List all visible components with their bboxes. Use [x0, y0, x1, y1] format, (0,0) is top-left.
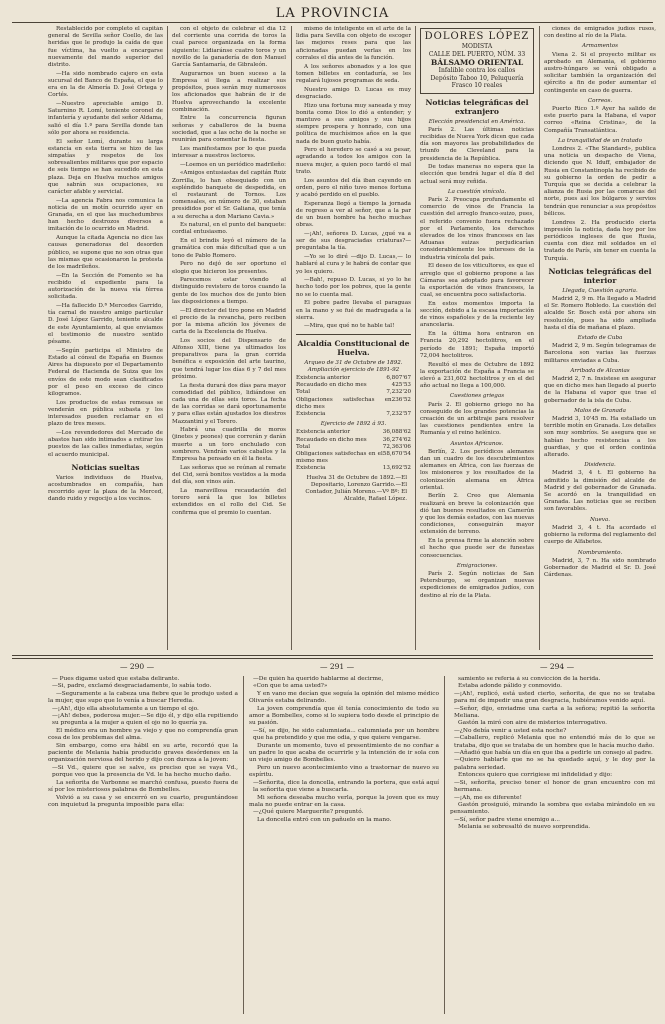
news-paragraph: De todas maneras no espera que la elección que tendrá lugar el día 8 del actual será muy reñida.	[420, 164, 534, 185]
news-paragraph: —El director del tiro pone en Madrid el precio de la revancha, pero reciben por la misma afición los jóvenes de carta de la Excelencia de Huelva.	[172, 307, 286, 336]
news-paragraph: Hizo una fortuna muy saneada y muy bonita como Dios lo dió a entender; y mantuvo a sus amigos y sus hijos siempre prospera y honrado, con una política de muchísimos años en la que nada de buen gusto había.	[296, 102, 411, 145]
feuilleton-column-1	[48, 676, 238, 1014]
news-paragraph: ciones de emigrados judíos rusos, con destino al río de la Plata.	[544, 26, 656, 40]
news-paragraph: —Yo se lo diré —dijo D. Lucas,— lo hablaré al cura y le habrá de contar que yo les quiero.	[296, 254, 411, 275]
feuilleton-line: La doncella entró con un pañuelo en la mano.	[257, 816, 392, 823]
feuilleton-line: —Si Vd., quiere que se salve, es preciso que se vaya Vd., porque veo que la presencia de Vd. le ha hecho mucho daño.	[52, 764, 238, 779]
section-subheading: La cuestión vinícola.	[447, 188, 507, 195]
ledger-label: Obligaciones satisfechas en el mismo mes	[296, 451, 383, 465]
news-paragraph: Es natural, en el punto del banquete: cordial entusiasmo.	[172, 222, 286, 236]
feuilleton-line: —Quiero hablarle que no se ha quedado aquí, y le doy por la palabra seriedad.	[454, 757, 655, 771]
news-paragraph: La maravillosa recaudación del torero será la que los billetes extendidos en el rollo del Cid. Se confirma que el premio lo cuentan.	[172, 487, 286, 516]
ad-line: Depósito Taboo 10, Peluquería	[430, 74, 524, 82]
feuilleton-line: Mi señora deseaba mucho verla, porque la joven que es muy mala no puede entrar en la casa.	[249, 794, 439, 808]
feuilleton-line: —Caballero, replicó Melania que no entendió más de lo que se trataba, dijo que se trataba de un hombre que le hacía mucho daño.	[454, 735, 655, 749]
section-subheading: Ejercicio de 1892 á 93.	[320, 421, 387, 428]
feuilleton-line: La señorita de Varbonne se marchó confusa, puesto fuera de sí por los misteriosos palabras de Bombelles.	[48, 779, 238, 794]
ledger-row	[296, 451, 411, 465]
news-paragraph: En la última hora entraron en Francia 20,292 hectolitros, en el período de 1891; España importó 72,004 hectolitros.	[420, 331, 534, 359]
news-paragraph: París 2. Preocupa profundamente el comercio de vinos de Francia la cuestión del arreglo franco-suizo, pues, el referido convenio fuera rechazado por el Parlamento, los derechos elevados de los vinos franceses en las Aduanas suizas perjudicarían considerablemente los intereses de la industria vinícola del país.	[420, 197, 534, 261]
news-paragraph: Varios individuos de Huelva, acostumbrados en compañía, han recorrido ayer la plaza de la Merced, dando ruido y regocijo a los vecinos.	[48, 474, 163, 503]
section-subheading: Estado de Cuba	[577, 335, 623, 342]
ledger-value: 236'52	[391, 396, 411, 403]
feuilleton-line: Sin embargo, como era hábil en su arte, recordó que la paciente de Melania había producido graves desórdenes en la organización nerviosa del herido y dijo con dureza a la joven:	[48, 742, 238, 764]
section-subheading: Arribada de Alcanias	[570, 367, 630, 374]
news-paragraph: Pero no dejó de ser oportuno el elogio que hicieron los presentes.	[172, 261, 286, 275]
section-subheading: Armamentos	[581, 43, 619, 50]
column-divider	[243, 676, 244, 1014]
news-paragraph: El deseo de los viticultores, es que el arreglo que el gobierno propone a las Cámaras sea adoptado para favorecer la exportación de vinos franceses, la cual, se encuentra poco satisfactoria.	[420, 263, 534, 299]
news-paragraph: Madrid 3, 4 t. El gobierno ha admitido la dimisión del alcalde de Madrid y del gobernador de Granada. Se acordó en la tranquilidad en Granada. Las noticias que se reciben son favorables.	[544, 470, 656, 513]
section-subheading: Cuestiones griegas	[449, 393, 505, 400]
news-paragraph: Esperanza llegó a tiempo la jornada de regreso a ver al señor, que a la par de un buen hombre ha hecho muchas obras.	[296, 200, 411, 229]
ad-line: Infalible contra los callos	[438, 67, 516, 74]
ledger-signature: Huelva 31 de Octubre de 1892.—El Depositario, Lorenzo Garrido.—El Contador, Julián Moreno.—Vº Bº: El Alcalde, Rafael López.	[305, 474, 407, 503]
ledger-value: 36,274'62	[382, 436, 411, 443]
masthead-rule	[12, 22, 653, 23]
news-paragraph: París 2. Según noticias de San Petersburgo, se organizan nuevas expediciones de emigrados judíos, con destino al río de la Plata.	[420, 570, 534, 599]
advertisement	[420, 28, 534, 94]
feuilleton-line: samiento se refería á su convicción de la herida.	[458, 676, 601, 682]
ledger-label: Recaudado en dicho mes	[296, 382, 367, 389]
ledger-label: Total	[296, 443, 311, 450]
ledger-row	[296, 465, 411, 472]
news-paragraph: París 2. El gobierno griego no ha conseguido de los grandes potencias la creación de un arbitraje para resolver las cuestiones pendientes entre la Rumanía y el reino helénico.	[420, 401, 534, 437]
ledger-label: Existencia	[296, 465, 326, 472]
ad-product: BÁLSAMO ORIENTAL	[430, 58, 524, 67]
feuilleton-line: —Si, señorita, preciso tener el honor de gran encuentro con mi hermana.	[454, 779, 655, 794]
ledger-value: 58,670'54	[382, 451, 411, 458]
feuilleton-line: —¡Ah! debes, poderosa mujer.—Se dijo él, y dijo ella repitiendo su pregunta a la mujer a quien el ojo no lo quería ya.	[52, 713, 238, 727]
ledger-label: Existencia anterior	[296, 429, 351, 436]
ledger-row	[296, 389, 411, 396]
news-paragraph: Berlín, 2. Los periódicos alemanes dan un cuadro de los descubrimientos alemanes en África, con las fuerzas de los misioneros y los resultados de la colonización alemana en África oriental.	[420, 448, 534, 491]
news-paragraph: Nuestro amigo D. Lucas es muy desgraciado.	[296, 86, 411, 100]
ledger-label: Existencia	[296, 411, 326, 418]
ledger-value: 13,692'52	[382, 465, 411, 472]
feuilleton-line: —¡Ah!, replicó, está usted cierto, señorita, de que no se trataba para mí de impedir una gran desgracia, hubiéramos venido aquí.	[454, 690, 655, 705]
feuilleton-column-2	[249, 676, 439, 1014]
feuilleton-column-3	[450, 676, 655, 1014]
news-paragraph: —Ha fallecido D.ª Mercedes Garrido, tía carnal de nuestro amigo particular D. José López Garrido, teniente alcalde de este Ayuntamiento, al que enviamos el testimonio de nuestro sentido pésame.	[48, 303, 163, 346]
section-rule	[296, 334, 411, 335]
news-paragraph: En estos momentos importa la sección, debido a la escasa importación de vinos españoles y de la reciente ley arancelaria.	[420, 300, 534, 329]
feuilleton-line: Gastón prosiguió, mirando la sombra que estaba mirándolo en su pensamiento.	[450, 801, 655, 816]
section-subheading: Disidencia.	[584, 462, 616, 469]
ledger-row	[296, 382, 411, 389]
news-paragraph: Viena 2. Si el proyecto militar es aprobado en Alemania, el gobierno austro-húngaro se verá obligado a solicitar también la organización del ejército a fin de poder aumentar el contingente en caso de guerra.	[544, 51, 656, 94]
news-paragraph: Madrid 2, 7 n. Insistese en asegurar que en dicho mes han llegado al puerto de la Habana el vapor que trae el gobernador de la isla de Cuba.	[544, 376, 656, 404]
section-subheading: Elección presidencial en América.	[428, 118, 526, 125]
ledger-value: 7,232'57	[386, 411, 411, 418]
column-divider	[291, 26, 292, 650]
news-paragraph: —Según participa el Ministro de Estado al cónsul de España en Buenos Aires ha dispuesto por el Departamento Federal de Hacienda de Suiza que los envíos de este modo sean clasificados por el peso en exceso de cinco kilogramos.	[48, 347, 163, 397]
feuilleton-line: El médico era un hombre ya viejo y que no comprendía gran cosa de los problemas del alma.	[48, 727, 238, 742]
news-paragraph: Augurarnos un buen suceso a la Empresa si llega a realizar sus propósitos, pues serán muy numerosos los aficionados que habrán de ir de Huelva aprovechando la excelente combinación.	[172, 70, 286, 113]
section-subheading: Emigraciones.	[456, 562, 498, 569]
section-subheading: La tranquilidad de un tratado	[558, 137, 642, 144]
section-subheading: Malos de Granada	[574, 407, 626, 414]
ledger-row	[296, 375, 411, 382]
news-paragraph: Parecemos estar viendo al distinguido revistero de toros cuando la gente de los muchos dos de junto bien las disposiciones a tiempo.	[172, 277, 286, 305]
feuilleton-line: —De quién ha querido hablarme al decirme,	[253, 676, 384, 682]
folio-right: — 294 —	[540, 662, 575, 671]
news-paragraph: Aunque la citada Agencia no dice las causas generadoras del desorden público, se supone que no son otras que las mismas que ocasionaron la protesta de los madrileños.	[48, 235, 163, 270]
feuilleton-line: —¡Ah, me es diferente!	[454, 794, 522, 801]
news-paragraph: Londres 2. Ha producido cierta impresión la noticia, dada hoy por los periódicos ingleses de que Rusia, cuenta con diez mil soldados en el tratado de París, sin tener en cuenta la Turquía.	[544, 219, 656, 262]
feuilleton-line: —¿Qué quiere Marguerite? preguntó.	[253, 809, 364, 816]
feuilleton-line: —Señor, dijo, enviadme una carta a la señora; repitió la señorita Meliana.	[454, 705, 655, 720]
feuilleton-line: —Si, padre, exclamó desgraciadamente, lo sabía todo.	[52, 683, 212, 690]
folio-center: — 291 —	[320, 662, 355, 671]
ledger-label: Obligaciones satisfechas en dicho mes	[296, 396, 392, 410]
news-paragraph: En la prensa firme la atención sobre el hecho que puede ser de funestas consecuencias.	[420, 538, 534, 559]
feuilleton-line: Melania se sobresaltó de nuevo sorprendida.	[458, 824, 591, 831]
section-subheading: Llegada, Cuestión agraria.	[562, 287, 638, 294]
ad-trade: MODISTA	[461, 43, 493, 50]
news-paragraph: Resultó el mes de Octubre de 1892 la exportación de España a Francia se elevó a 231,602 hectolitros y en el del año actual no llega a 100,000.	[420, 361, 534, 390]
ledger-value: 36,088'62	[382, 429, 411, 436]
column-divider	[415, 26, 416, 650]
ad-line: Frasco 10 reales	[451, 82, 503, 89]
ad-address: CALLE DEL PUERTO, NÚM. 33	[428, 50, 526, 58]
feuilleton-line: —Sí, señor padre viene enemigo a...	[454, 816, 561, 823]
ledger-label: Existencia anterior	[296, 375, 351, 382]
feuilleton-line: «Con que te ama usted?»	[253, 683, 328, 690]
news-paragraph: —Los revendedores del Mercado de abastos han sido intimados a retirar los puestos de las calles inmediatas, según el acuerdo municipal.	[48, 429, 163, 458]
column-5	[544, 26, 656, 650]
news-paragraph: La fiesta durará dos días para mayor comodidad del público, lidiándose en cada una de ellas seis toros. La fecha de las corridas se dará oportunamente y para ellas están ajustados los diestros Mazzantini y el Torero.	[172, 382, 286, 425]
news-paragraph: Las señoras que se reúnan al remate del Cid, será bonitos vestidos a la moda del día, son vinos aún.	[172, 464, 286, 486]
feuilleton-line: Gastón la miró con aire de misterios interrogativo.	[458, 720, 607, 727]
ledger-value: 6,807'67	[386, 375, 411, 382]
feuilleton-line: La joven comprendía que él tenía conocimiento de todo su amor a Bombelles, como si lo supiera todo desde el principio de su pasión.	[249, 705, 439, 727]
news-paragraph: Madrid 3, 10'45 m. Ha estallado un terrible motín en Granada. Los detalles son muy sombríos. Se asegura que se habían hecho resistencias a los guardias, y que el orden continúa alterado.	[544, 416, 656, 459]
column-divider	[167, 26, 168, 650]
feuilleton-line: —Señorita, dice la doncella, entrando la portera, que está aquí la señorita que viene a buscarla.	[253, 779, 439, 794]
column-1	[48, 26, 163, 650]
news-paragraph: Los asuntos del día iban cayendo en orden, pero el niño tuvo menos fortuna y acabó perdido en el pueblo.	[296, 177, 411, 198]
ledger-row	[296, 397, 411, 411]
feuilleton-line: Y en vano me decían que seguía la opinión del mismo médico Olivarés estaba delirando.	[249, 690, 439, 705]
news-paragraph: mismo de inteligente en el arte de la lidia para Sevilla con objeto de escoger las mejores reses para que las aficionadas puedan verlas en los corrales el día antes de la función.	[296, 26, 411, 61]
news-paragraph: —¡Ah!, señores D. Lucas, ¿qué va a ser de sus desgraciadas criaturas?—preguntaba la tía.	[296, 230, 411, 252]
section-heading: Noticias sueltas	[71, 462, 140, 472]
news-paragraph: Les manifestamos por lo que pueda interesar a nuestros lectores.	[172, 145, 286, 159]
ledger-label: Recaudado en dicho mes	[296, 436, 367, 443]
news-paragraph: Los productos de estas remesas se venderán en pública subasta y los interesados pueden reclamar en el plazo de tres meses.	[48, 399, 163, 428]
ad-name: DOLORES LÓPEZ	[424, 31, 530, 42]
section-heading: Alcaldía Constitucional de Huelva.	[297, 338, 410, 357]
column-4	[420, 26, 534, 650]
news-paragraph: El señor Lomí, durante su larga estancia en esta tierra se hizo de las simpatías y respetos de los sobresalientes militares que por espacio de seis tiempo se han sucedido en esta plaza. Deja en Huelva muchos amigos que sabrán sus ocupaciones, su carácter afable y servicial.	[48, 138, 163, 195]
masthead-title: LA PROVINCIA	[275, 6, 390, 21]
ledger-value: 72,363'06	[382, 443, 411, 450]
news-paragraph: En el brindis leyó el número de la gramática con más dificultad que a un tono de Pablo Romero.	[172, 238, 286, 259]
ledger-value: 425'53	[391, 382, 411, 389]
news-paragraph: A los señores abonados y a los que tomen billetes en contaduría, se les regalará lujosos programas de seda.	[296, 63, 411, 84]
section-subheading: Nueva.	[589, 516, 611, 523]
news-paragraph: Londres 2. «The Standard», publica una noticia un despacho de Viena, diciendo que N. Iduff, embajador de Rusia en Constantinopla ha recibido de su gobierno la orden de pedir a Turquía que se decida a celebrar la alianza de Rusia por las comarcas del norte, pues así los búlgaros y servios tendrán que renunciar a sus propósitos bélicos.	[544, 146, 656, 217]
ledger-label: Total	[296, 389, 311, 396]
column-divider	[539, 26, 540, 650]
section-subheading: Asuntos Africanos.	[450, 440, 504, 447]
news-paragraph: Restablecido por completo el capitán general de Sevilla señor Coello, de las heridas que le produjo la caída de que fue víctima, ha vuelto a encargarse nuevamente del mando superior del distrito.	[48, 26, 163, 69]
feuilleton-line: —Sí, se dijo, he sido calumniada... calumniada por un hombre que ha pretendido y que me odia, y que quiere vengarse.	[253, 727, 439, 742]
news-paragraph: Habrá una cuadrilla de moros (jinetes y peones) que correrán y darán muerte a un toro enchulado con sombrero. Vendrán varios caballos y la Empresa ha pensado en él la fiesta.	[172, 427, 286, 463]
ledger-row	[296, 411, 411, 418]
feuilleton-line: — Pues dígame usted que estaba delirante.	[52, 676, 180, 682]
news-paragraph: —Nuestro apreciable amigo D. Saturnino R. Lomí, teniente coronel de infantería y ayudante del señor Aldama, salió el día 1.º para Sevilla donde tan sólo por ahora se residencia.	[48, 101, 163, 136]
feuilleton-line: Estaba adonde pálido y conmovido.	[458, 683, 562, 690]
news-paragraph: Pero el heredero se casó a su pesar, agradando a todos los amigos con la nueva mujer, a quien poco tardó el mal trato.	[296, 147, 411, 175]
news-paragraph: Berlín 2. Creo que Alemania realizará en breve la colonización que dió tan buenos resultados en Camerún y que los demás estados, con las nuevas condiciones, conseguirán mayor extensión de terreno.	[420, 493, 534, 536]
news-paragraph: El pobre padre llevaba el paraguas en la mano y se fué de madrugada a la sierra.	[296, 300, 411, 321]
news-paragraph: Madrid 2, 9 m. Según telegramas de Barcelona son varias las fuerzas militares enviadas a Cuba.	[544, 343, 656, 364]
news-paragraph: —En la Sección de Fomento se ha recibido el expediente para la autorización de la nueva vía férrea solicitada.	[48, 272, 163, 301]
news-paragraph: Madrid, 3, 7 n. Ha sido nombrado Gobernador de Madrid el Sr. D. José Cárdenas.	[544, 557, 656, 579]
ledger-row	[296, 429, 411, 436]
news-paragraph: Madrid 2, 9 m. Ha llegado a Madrid el Sr. Romero Robledo. La cuestión del alcalde Sr. Bosch está por ahora sin resolución, pues ha sido ampliada hasta el día de mañana el plazo.	[544, 296, 656, 331]
feuilleton-line: —¿No debía venir a usted esta noche?	[454, 727, 567, 734]
news-paragraph: Madrid 3, 4 t. Ha acordado el gobierno la reforma del reglamento del cuerpo de Alfabetos.	[544, 524, 656, 546]
news-paragraph: —Loemos en un periódico madrileño:	[180, 161, 286, 168]
feuilleton-line: Volvió a su casa y se encerró en su cuarto, preguntándose con inquietud la pregunta imposible para ella:	[48, 794, 238, 808]
news-paragraph: —Ha sido nombrado cajero en esta sucursal del Banco de España, el que lo era en la de Almería D. José Ortega y Cortés.	[48, 70, 163, 99]
section-subheading: Arqueo de 31 de Octubre de 1892. Ampliación ejercicio de 1891-92	[304, 359, 403, 373]
column-2	[172, 26, 286, 650]
news-paragraph: —Bah!, repuso D. Lucas, si yo lo he hecho todo por los pobres, que la gente no se lo cuenta mal.	[296, 277, 411, 298]
ledger-value: 7,232'20	[386, 389, 411, 396]
news-paragraph: Entre la concurrencia figuran señoras y caballeros de la buena sociedad, que a las ocho de la noche se reunirán para comentar la fiesta.	[172, 115, 286, 144]
news-paragraph: París 2. Las últimas noticias recibidas de Nueva York dicen que cada día son mayores las probabilidades de triunfo de Cleveland para la presidencia de la República.	[420, 126, 534, 162]
news-paragraph: —La agencia Fabra nos comunica la noticia de un motín ocurrido ayer en Granada, en el que las muchedumbres han hecho destrozos diversos a imitación de lo ocurrido en Madrid.	[48, 197, 163, 233]
section-heading: Noticias telegráficas del extranjero	[425, 97, 529, 116]
feuilleton-line: —Añadió que había un día en que iba a pedirle un consejo al padre.	[454, 750, 653, 757]
news-paragraph: —Mira, que qué no te hable tal!	[304, 323, 395, 330]
section-subheading: Correos.	[587, 97, 613, 104]
feuilleton-line: Pero un nuevo acontecimiento vino a trastornar de nuevo su espíritu.	[249, 764, 439, 779]
feuilleton-line: Entonces quiero que corrigiese mi infidelidad y dijo:	[458, 772, 613, 779]
section-heading: Noticias telegráficas del interior	[548, 266, 652, 285]
news-paragraph: «Amigos entusiastas del capitán Ruiz Zorrilla, lo han obsequiado con un espléndido banquete de despedida, en el restaurant de Tornos. Los comensales, en número de 30, estaban presididos por el Sr. Galiana, que tenía a su derecha a don Mariano Cavia.»	[172, 170, 286, 220]
column-divider	[444, 676, 445, 1014]
news-paragraph: Los socios del Dispensario de Alfonso XIII, tiene ya ultimados los preparativos para la gran corrida benéfica e exposición del arte taurino, que tendrá lugar los días 6 y 7 del mes próximo.	[172, 337, 286, 380]
news-paragraph: con el objeto de celebrar el día 12 del corriente una corrida de toros la cual parece organizada en la forma siguiente: Lidiaránse cuatro toros y un novillo de la ganadería de don Manuel García Santamaría, de Gibraleón.	[172, 26, 286, 69]
column-3	[296, 26, 411, 650]
feuilleton-line: Durante un momento, tuvo el presentimiento de no confiar a un padre lo que acaba de ocurrirle y la intención de ir sola con un viejo amigo de Bombelles.	[249, 742, 439, 764]
section-subheading: Nombramiento.	[577, 549, 623, 556]
feuilleton-line: —Seguramente a la cabeza una fiebre que le produjo usted a la mujer, que supo que lo venía a buscar Heredia.	[48, 690, 238, 705]
ledger-row	[296, 444, 411, 451]
folio-left: — 290 —	[120, 662, 155, 671]
feuilleton-divider	[12, 655, 653, 659]
ledger-row	[296, 437, 411, 444]
feuilleton-line: —¡Ah!, dijo ella absolutamente a un tiempo el ojo.	[52, 705, 199, 712]
news-paragraph: Puerto Rico 1.º Ayer ha salido de este puerto para la Habana, el vapor correo «Reina Cristina», de la Compañía Transatlántica.	[544, 106, 656, 134]
